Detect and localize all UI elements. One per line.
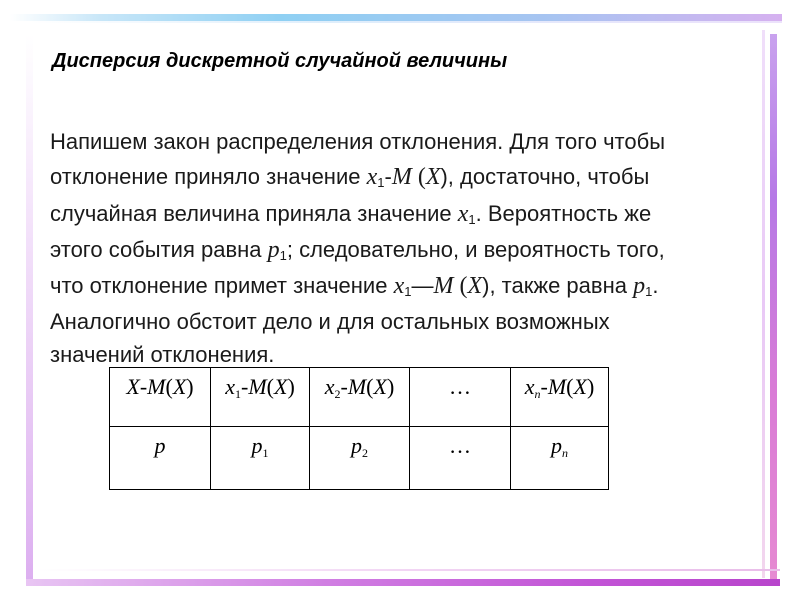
table-row-deviation bbox=[110, 368, 609, 427]
paragraph-line-6: Аналогично обстоит дело и для остальных возможных bbox=[50, 309, 610, 335]
distribution-table bbox=[109, 367, 609, 490]
paragraph-line-3: случайная величина приняла значение $x_1$. Вероятность же bbox=[50, 200, 652, 227]
bottom-border-bar bbox=[26, 579, 780, 586]
right-border-accent bbox=[762, 30, 765, 578]
table-cell-ellipsis: … bbox=[410, 427, 511, 490]
table-cell-header: X-M(X) bbox=[110, 368, 211, 427]
slide-title: Дисперсия дискретной случайной величины bbox=[52, 50, 508, 72]
paragraph-line-2: отклонение приняло значение $x_1-M$ (X), достаточно, чтобы bbox=[50, 164, 650, 191]
paragraph-line-4: этого события равна $p_1$; следовательно, и вероятность того, bbox=[50, 236, 665, 263]
table-cell-header: p bbox=[110, 427, 211, 490]
paragraph-line-5: что отклонение примет значение $x_1—M$ (X), также равна $p_1$. bbox=[50, 273, 659, 300]
paragraph-line-7: значений отклонения. bbox=[50, 341, 275, 367]
table-row-probability bbox=[110, 427, 609, 490]
top-border-bar bbox=[10, 14, 782, 21]
table-cell: $x_2-M(X)$ bbox=[310, 368, 410, 427]
table-cell-ellipsis: … bbox=[410, 368, 511, 427]
paragraph-line-1: Напишем закон распределения отклонения. Для того чтобы bbox=[50, 129, 666, 154]
top-border-accent bbox=[30, 21, 782, 23]
right-border-bar bbox=[770, 34, 777, 582]
table-cell: $x_n-M(X)$ bbox=[511, 368, 609, 427]
bottom-border-accent bbox=[36, 569, 780, 571]
table-cell: $p_1$ bbox=[211, 427, 310, 490]
left-border-bar bbox=[26, 34, 33, 586]
table-cell: $x_1-M(X)$ bbox=[211, 368, 310, 427]
table-cell: $p_2$ bbox=[310, 427, 410, 490]
body-paragraph bbox=[50, 124, 750, 370]
table-cell: $p_n$ bbox=[511, 427, 609, 490]
